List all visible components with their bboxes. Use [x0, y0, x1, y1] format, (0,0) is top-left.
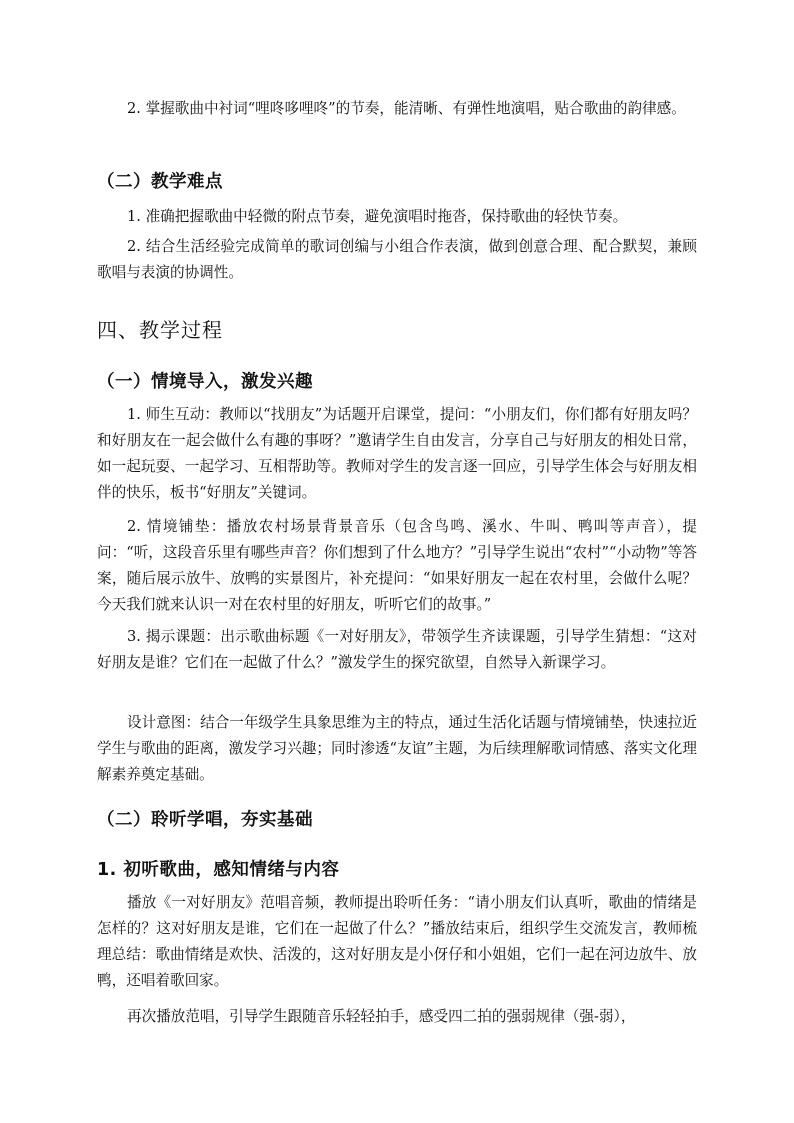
intro-item-2: 2. 情境铺垫：播放农村场景背景音乐（包含鸟鸣、溪水、牛叫、鸭叫等声音），提问：“听，这段音乐里有哪些声音？你们想到了什么地方？”引导学生说出“农村”“小动物”等答案，随后展示放牛、放鸭的实景图片，补充提问：“如果好朋友一起在农村里，会做什么呢？今天我们就来认识一对在农村里的好朋友，听听它们的故事。”	[97, 518, 697, 613]
intro-item-1: 1. 师生互动：教师以“找朋友”为话题开启课堂，提问：“小朋友们，你们都有好朋友吗？和好朋友在一起会做什么有趣的事呀？”邀请学生自由发言，分享自己与好朋友的相处日常，如一起玩耍、一起学习、互相帮助等。教师对学生的发言逐一回应，引导学生体会与好朋友相伴的快乐，板书“好朋友”关键词。	[97, 406, 697, 501]
heading-situation-intro: （一）情境导入，激发兴趣	[97, 372, 313, 392]
heading-teaching-difficulty: （二）教学难点	[97, 172, 223, 192]
heading-listen-learn: （二）聆听学唱，夯实基础	[97, 810, 313, 830]
goal-item-2: 2. 掌握歌曲中衬词“哩咚哆哩咚”的节奏，能清晰、有弹性地演唱，贴合歌曲的韵律感。	[127, 100, 686, 117]
difficulty-item-1: 1. 准确把握歌曲中轻微的附点节奏，避免演唱时拖沓，保持歌曲的轻快节奏。	[127, 208, 628, 225]
heading-first-listen: 1. 初听歌曲，感知情绪与内容	[97, 860, 340, 880]
intro-item-3: 3. 揭示课题：出示歌曲标题《一对好朋友》，带领学生齐读课题，引导学生猜想：“这对好朋友是谁？它们在一起做了什么？”激发学生的探究欲望，自然导入新课学习。	[97, 628, 697, 671]
design-intent: 设计意图：结合一年级学生具象思维为主的特点，通过生活化话题与情境铺垫，快速拉近学生与歌曲的距离，激发学习兴趣；同时渗透“友谊”主题，为后续理解歌词情感、落实文化理解素养奠定基础。	[97, 714, 697, 783]
listen-paragraph-2: 再次播放范唱，引导学生跟随音乐轻轻拍手，感受四二拍的强弱规律（强-弱），	[127, 1008, 636, 1025]
listen-paragraph-1: 播放《一对好朋友》范唱音频，教师提出聆听任务：“请小朋友们认真听，歌曲的情绪是怎样的？这对好朋友是谁，它们在一起做了什么？”播放结束后，组织学生交流发言，教师梳理总结：歌曲情绪是欢快、活泼的，这对好朋友是小伢仔和小姐姐，它们一起在河边放牛、放鸭，还唱着歌回家。	[97, 894, 697, 989]
difficulty-item-2: 2. 结合生活经验完成简单的歌词创编与小组合作表演，做到创意合理、配合默契，兼顾歌唱与表演的协调性。	[97, 238, 697, 281]
heading-teaching-process: 四、教学过程	[97, 318, 223, 342]
